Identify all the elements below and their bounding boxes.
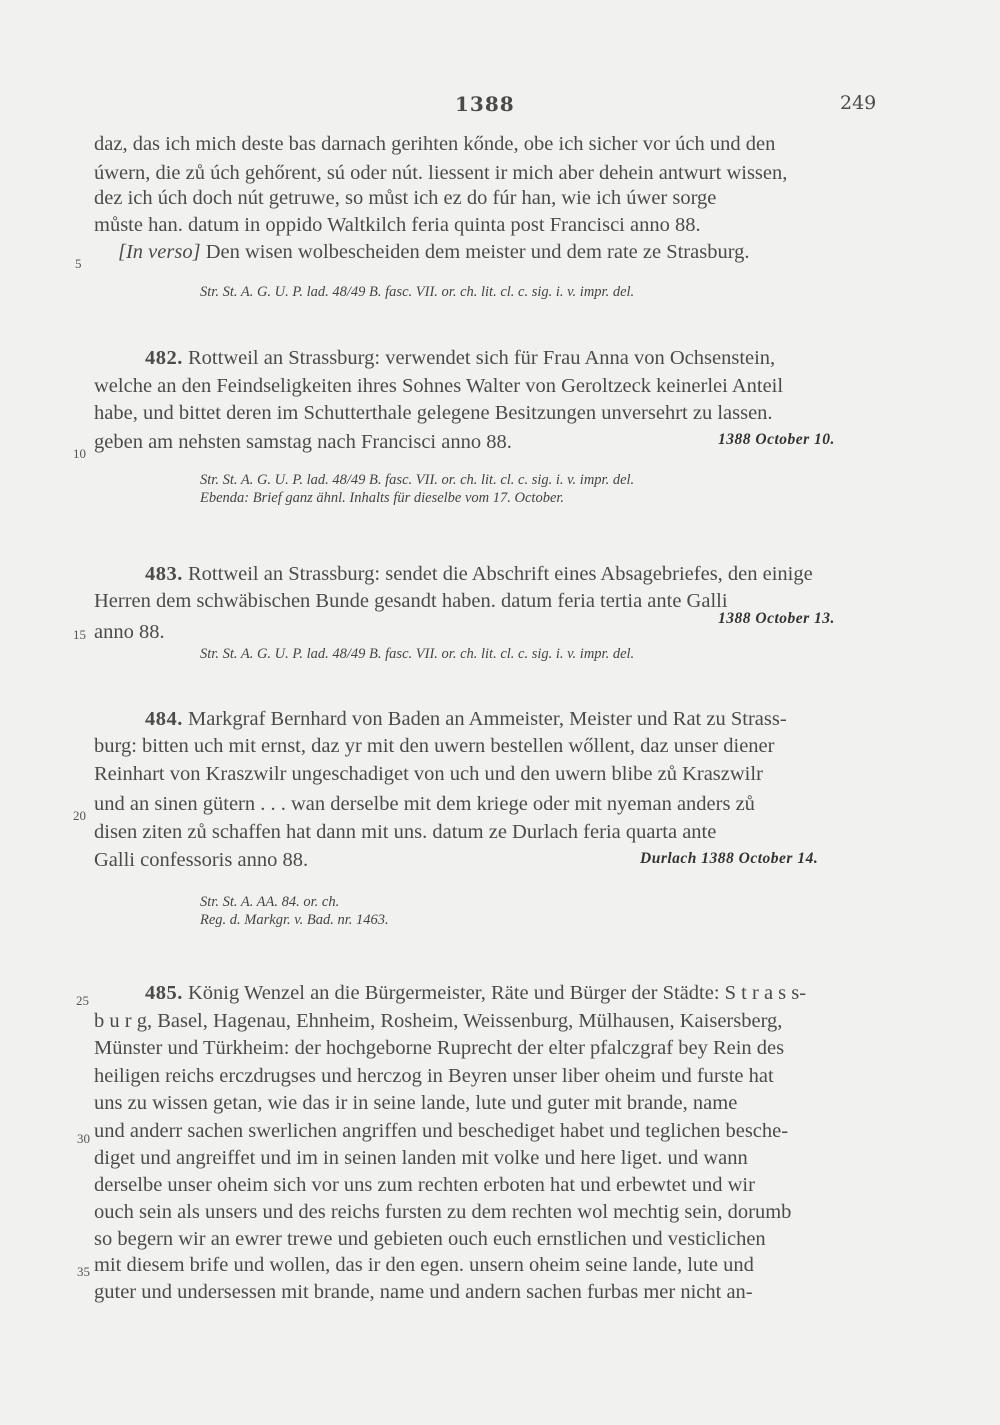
text-line: heiligen reichs erczdrugses und herczog in Beyren unser liber oheim und furste hat (94, 1065, 774, 1087)
line-number: 10 (73, 446, 86, 461)
source-note: Reg. d. Markgr. v. Bad. nr. 1463. (200, 912, 389, 928)
text-line: burg: bitten uch mit ernst, daz yr mit den uwern bestellen wőllent, daz unser diener (94, 735, 775, 757)
text-line: úwern, die zů úch gehőrent, sú oder nút. liessent ir mich aber dehein antwurt wissen, (94, 162, 788, 184)
text-line: Galli confessoris anno 88. (94, 849, 309, 871)
entry-summary: Rottweil an Strassburg: sendet die Abschrift eines Absagebriefes, den einige (182, 563, 813, 585)
text-line: diget und angreiffet und im in seinen landen mit volke und here liget. und wann (94, 1147, 748, 1169)
entry-header-485 (145, 981, 806, 1005)
text-line: habe, und bittet deren im Schutterthale gelegene Besitzungen unversehrt zu lassen. (94, 402, 773, 424)
text-line: ouch sein als unsers und des reichs fursten zu dem rechten wol mechtig sein, dorumb (94, 1201, 792, 1223)
text-line: und anderr sachen swerlichen angriffen und beschediget habet und teglichen besche- (94, 1120, 789, 1142)
source-note: Str. St. A. G. U. P. lad. 48/49 B. fasc. VII. or. ch. lit. cl. c. sig. i. v. impr. del. (200, 646, 635, 662)
verso-label: [In verso] (118, 241, 201, 263)
source-note: Str. St. A. AA. 84. or. ch. (200, 894, 340, 910)
text-line: welche an den Feindseligkeiten ihres Sohnes Walter von Geroltzeck keinerlei Anteil (94, 375, 784, 397)
entry-header-484 (145, 707, 787, 731)
entry-number: 485. (145, 982, 183, 1004)
entry-number: 484. (145, 708, 183, 730)
line-number: 25 (76, 993, 89, 1008)
entry-date: 1388 October 13. (718, 610, 835, 627)
line-number: 5 (75, 256, 82, 271)
entry-number: 483. (145, 563, 183, 585)
text-line: mit diesem brife und wollen, das ir den egen. unsern oheim seine lande, lute und (94, 1254, 754, 1276)
text-line: Münster und Türkheim: der hochgeborne Ruprecht der elter pfalczgraf bey Rein des (94, 1037, 785, 1059)
source-note: Str. St. A. G. U. P. lad. 48/49 B. fasc. VII. or. ch. lit. cl. c. sig. i. v. impr. del. (200, 472, 635, 488)
text-line: geben am nehsten samstag nach Francisci anno 88. (94, 431, 512, 453)
text-line: daz, das ich mich deste bas darnach gerihten kőnde, obe ich sicher vor úch und den (94, 133, 776, 155)
verso-line (118, 240, 750, 264)
entry-number: 482. (145, 347, 183, 369)
line-number: 20 (73, 808, 86, 823)
entry-summary: Rottweil an Strassburg: verwendet sich für Frau Anna von Ochsenstein, (182, 347, 776, 369)
entry-header-482 (145, 346, 775, 370)
entry-summary: König Wenzel an die Bürgermeister, Räte und Bürger der Städte: S t r a s s- (182, 982, 807, 1004)
text-line: derselbe unser oheim sich vor uns zum rechten erboten hat und erbewtet und wir (94, 1174, 755, 1196)
line-number: 15 (73, 627, 86, 642)
text-line: und an sinen gütern . . . wan derselbe mit dem kriege oder mit nyeman anders zů (94, 793, 755, 815)
source-note: Str. St. A. G. U. P. lad. 48/49 B. fasc. VII. or. ch. lit. cl. c. sig. i. v. impr. del. (200, 284, 635, 300)
text-line: b u r g, Basel, Hagenau, Ehnheim, Rosheim, Weissenburg, Mülhausen, Kaisersberg, (94, 1010, 783, 1032)
running-head (0, 92, 1000, 120)
text-line: disen ziten zů schaffen hat dann mit uns. datum ze Durlach feria quarta ante (94, 821, 717, 843)
text-line: Reinhart von Kraszwilr ungeschadiget von uch und den uwern blibe zů Kraszwilr (94, 763, 763, 785)
source-note: Ebenda: Brief ganz ähnl. Inhalts für dieselbe vom 17. October. (200, 490, 565, 506)
text-line: so begern wir an ewrer trewe und gebieten ouch euch ernstlichen und vesticlichen (94, 1228, 766, 1250)
verso-text: Den wisen wolbescheiden dem meister und dem rate ze Strasburg. (200, 241, 750, 263)
entry-header-483 (145, 562, 813, 586)
text-line: uns zu wissen getan, wie das ir in seine lande, lute und guter mit brande, name (94, 1092, 738, 1114)
entry-date: 1388 October 10. (718, 431, 835, 448)
text-line: anno 88. (94, 621, 165, 643)
entry-date: Durlach 1388 October 14. (640, 850, 819, 867)
text-line: můste han. datum in oppido Waltkilch feria quinta post Francisci anno 88. (94, 214, 701, 236)
line-number: 35 (77, 1264, 90, 1279)
text-line: guter und undersessen mit brande, name und andern sachen furbas mer nicht an- (94, 1281, 753, 1303)
page-number: 249 (840, 92, 877, 114)
line-number: 30 (77, 1131, 90, 1146)
header-year: 1388 (455, 92, 515, 116)
entry-summary: Markgraf Bernhard von Baden an Ammeister, Meister und Rat zu Strass- (182, 708, 787, 730)
text-line: Herren dem schwäbischen Bunde gesandt haben. datum feria tertia ante Galli (94, 590, 728, 612)
text-line: dez ich úch doch nút getruwe, so můst ich ez do fúr han, wie ich úwer sorge (94, 187, 717, 209)
